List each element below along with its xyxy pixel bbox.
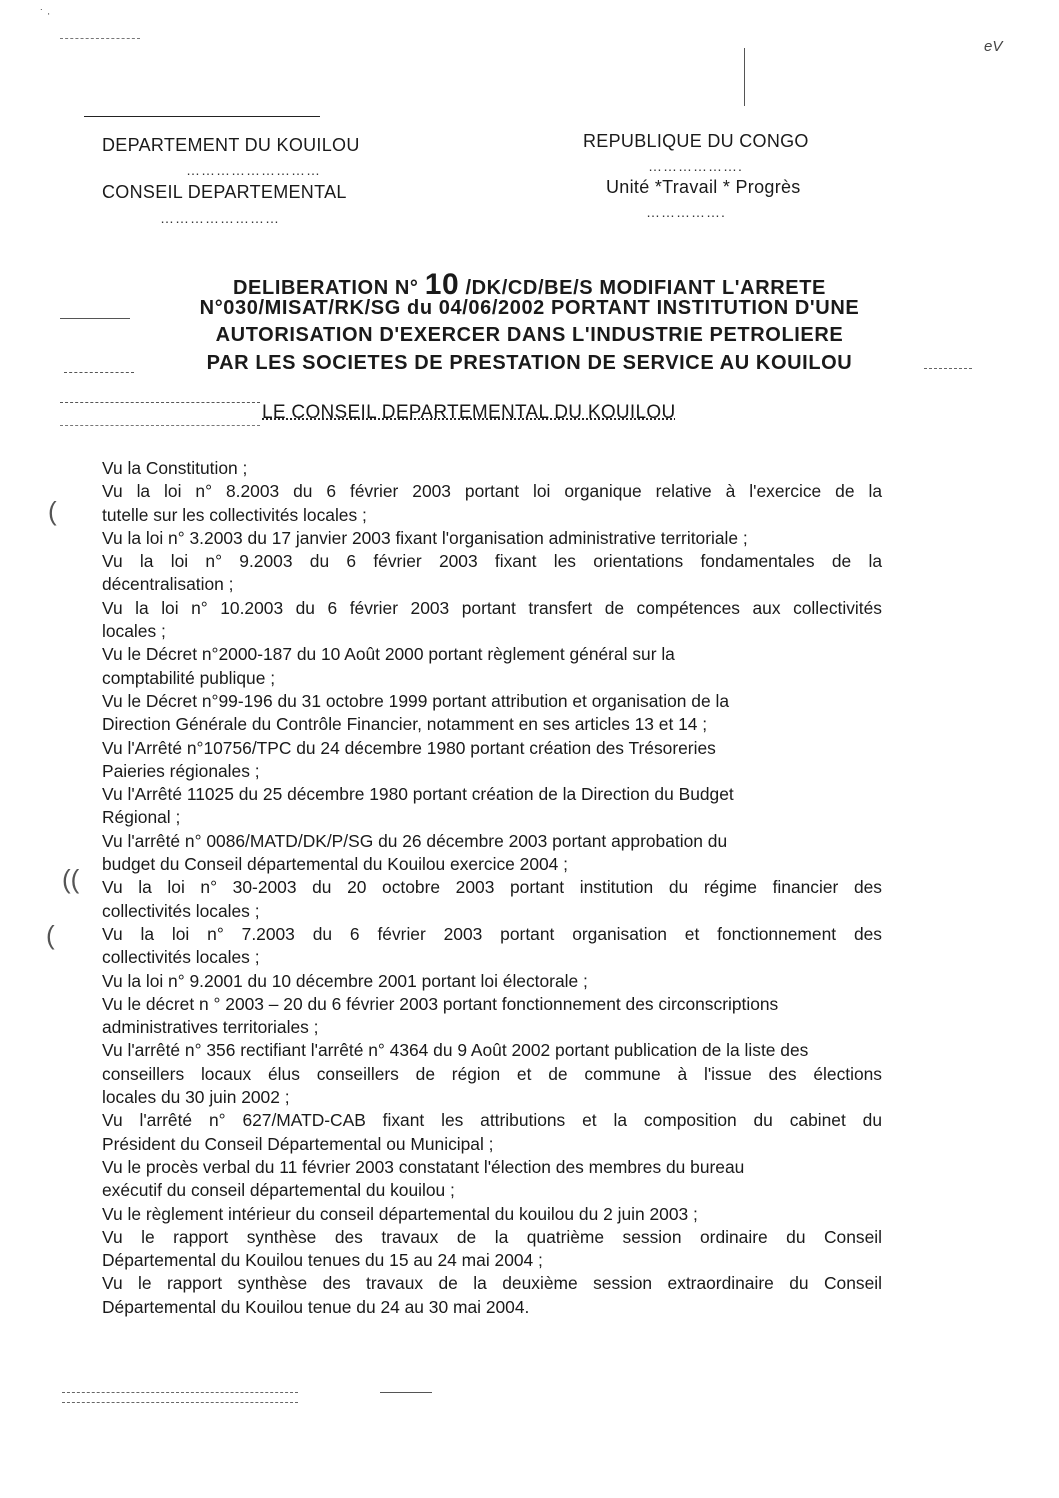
dotted-separator: …………………… xyxy=(160,210,280,226)
deliberation-title-line4: PAR LES SOCIETES DE PRESTATION DE SERVICE AU KOUILOU xyxy=(206,352,853,374)
consideration-line: comptabilité publique ; xyxy=(102,667,276,688)
council-heading: LE CONSEIL DEPARTEMENTAL DU KOUILOU xyxy=(262,402,676,423)
consideration-line: Vu l'arrêté n° 356 rectifiant l'arrêté n° 4364 du 9 Août 2002 portant publication de la liste des xyxy=(102,1040,809,1061)
consideration-line: budget du Conseil départemental du Kouilou exercice 2004 ; xyxy=(102,854,568,875)
consideration-line: locales ; xyxy=(102,621,166,642)
consideration-line: collectivités locales ; xyxy=(102,947,260,968)
scan-speck: ˙ · xyxy=(40,8,51,20)
margin-bracket: ( xyxy=(46,920,55,950)
consideration-line: Vu l'Arrêté 11025 du 25 décembre 1980 portant création de la Direction du Budget xyxy=(102,784,734,805)
dotted-separator: ………………. xyxy=(648,158,743,174)
margin-bracket: (( xyxy=(62,864,80,894)
deliberation-label: DELIBERATION N° xyxy=(233,277,419,299)
deliberation-title-line2: N°030/MISAT/RK/SG du 04/06/2002 PORTANT INSTITUTION D'UNE xyxy=(199,297,860,319)
deliberation-number: 10 xyxy=(424,268,460,301)
consideration-line: administratives territoriales ; xyxy=(102,1017,319,1038)
corner-mark: eV xyxy=(984,38,1003,55)
dotted-separator: ……………………… xyxy=(186,162,321,178)
scan-dash xyxy=(64,372,134,374)
department-name: DEPARTEMENT DU KOUILOU xyxy=(102,135,360,155)
consideration-line: Vu le rapport synthèse des travaux de la quatrième session ordinaire du Conseil xyxy=(102,1226,882,1247)
consideration-line: conseillers locaux élus conseillers de région et de commune à l'issue des élections xyxy=(102,1063,882,1084)
consideration-line: Vu l'arrêté n° 0086/MATD/DK/P/SG du 26 décembre 2003 portant approbation du xyxy=(102,830,728,851)
deliberation-title-rest: /DK/CD/BE/S MODIFIANT L'ARRETE xyxy=(465,277,826,299)
consideration-line: Direction Générale du Contrôle Financier, notamment en ses articles 13 et 14 ; xyxy=(102,714,708,735)
consideration-line: Départemental du Kouilou tenue du 24 au 30 mai 2004. xyxy=(102,1296,530,1317)
consideration-line: locales du 30 juin 2002 ; xyxy=(102,1087,290,1108)
deliberation-title-line3: AUTORISATION D'EXERCER DANS L'INDUSTRIE PETROLIERE xyxy=(215,324,844,346)
consideration-line: Vu le Décret n°2000-187 du 10 Août 2000 portant règlement général sur la xyxy=(102,644,675,665)
scan-dash xyxy=(60,402,260,404)
council-name: CONSEIL DEPARTEMENTAL xyxy=(102,182,347,202)
scan-dash xyxy=(380,1392,432,1393)
consideration-line: Vu la loi n° 30-2003 du 20 octobre 2003 portant institution du régime financier des xyxy=(102,877,882,898)
consideration-line: Paieries régionales ; xyxy=(102,760,260,781)
considerations-list xyxy=(102,457,882,1319)
consideration-line: tutelle sur les collectivités locales ; xyxy=(102,504,367,525)
consideration-line: Président du Conseil Départemental ou Municipal ; xyxy=(102,1133,494,1154)
consideration-line: Vu le rapport synthèse des travaux de la deuxième session extraordinaire du Conseil xyxy=(102,1273,882,1294)
consideration-line: Vu la loi n° 10.2003 du 6 février 2003 portant transfert de compétences aux collectivités xyxy=(102,597,882,618)
consideration-line: Vu le règlement intérieur du conseil départemental du kouilou du 2 juin 2003 ; xyxy=(102,1203,698,1224)
scan-dash xyxy=(62,1402,298,1404)
scan-dash xyxy=(60,38,140,40)
scan-vertical-mark xyxy=(744,48,745,106)
scan-dash xyxy=(60,425,260,427)
consideration-line: Vu la loi n° 3.2003 du 17 janvier 2003 fixant l'organisation administrative territoriale ; xyxy=(102,527,748,548)
scan-dash xyxy=(62,1392,298,1394)
consideration-line: Vu le procès verbal du 11 février 2003 constatant l'élection des membres du bureau xyxy=(102,1156,745,1177)
consideration-line: Vu la Constitution ; xyxy=(102,458,248,478)
consideration-line: Vu la loi n° 7.2003 du 6 février 2003 portant organisation et fonctionnement des xyxy=(102,923,882,944)
consideration-line: exécutif du conseil départemental du kouilou ; xyxy=(102,1180,455,1201)
consideration-line: collectivités locales ; xyxy=(102,900,260,921)
dotted-separator: ……………. xyxy=(646,204,726,220)
margin-bracket: ( xyxy=(48,496,57,526)
consideration-line: Vu la loi n° 8.2003 du 6 février 2003 portant loi organique relative à l'exercice de la xyxy=(102,481,882,502)
consideration-line: Vu la loi n° 9.2003 du 6 février 2003 fixant les orientations fondamentales de la xyxy=(102,551,882,572)
scan-dash xyxy=(60,318,130,320)
consideration-line: Départemental du Kouilou tenues du 15 au 24 mai 2004 ; xyxy=(102,1250,543,1271)
consideration-line: Vu la loi n° 9.2001 du 10 décembre 2001 portant loi électorale ; xyxy=(102,970,588,991)
consideration-line: Vu l'Arrêté n°10756/TPC du 24 décembre 1980 portant création des Trésoreries xyxy=(102,737,716,758)
national-motto: Unité *Travail * Progrès xyxy=(606,177,801,197)
scan-dash xyxy=(924,368,972,370)
consideration-line: Régional ; xyxy=(102,807,181,828)
consideration-line: Vu le décret n ° 2003 – 20 du 6 février 2003 portant fonctionnement des circonscriptions xyxy=(102,993,779,1014)
consideration-line: décentralisation ; xyxy=(102,574,234,595)
republic-name: REPUBLIQUE DU CONGO xyxy=(583,131,809,151)
header-left-rule xyxy=(84,116,320,117)
consideration-line: Vu l'arrêté n° 627/MATD-CAB fixant les attributions et la composition du cabinet du xyxy=(102,1110,882,1131)
consideration-line: Vu le Décret n°99-196 du 31 octobre 1999 portant attribution et organisation de la xyxy=(102,690,729,711)
